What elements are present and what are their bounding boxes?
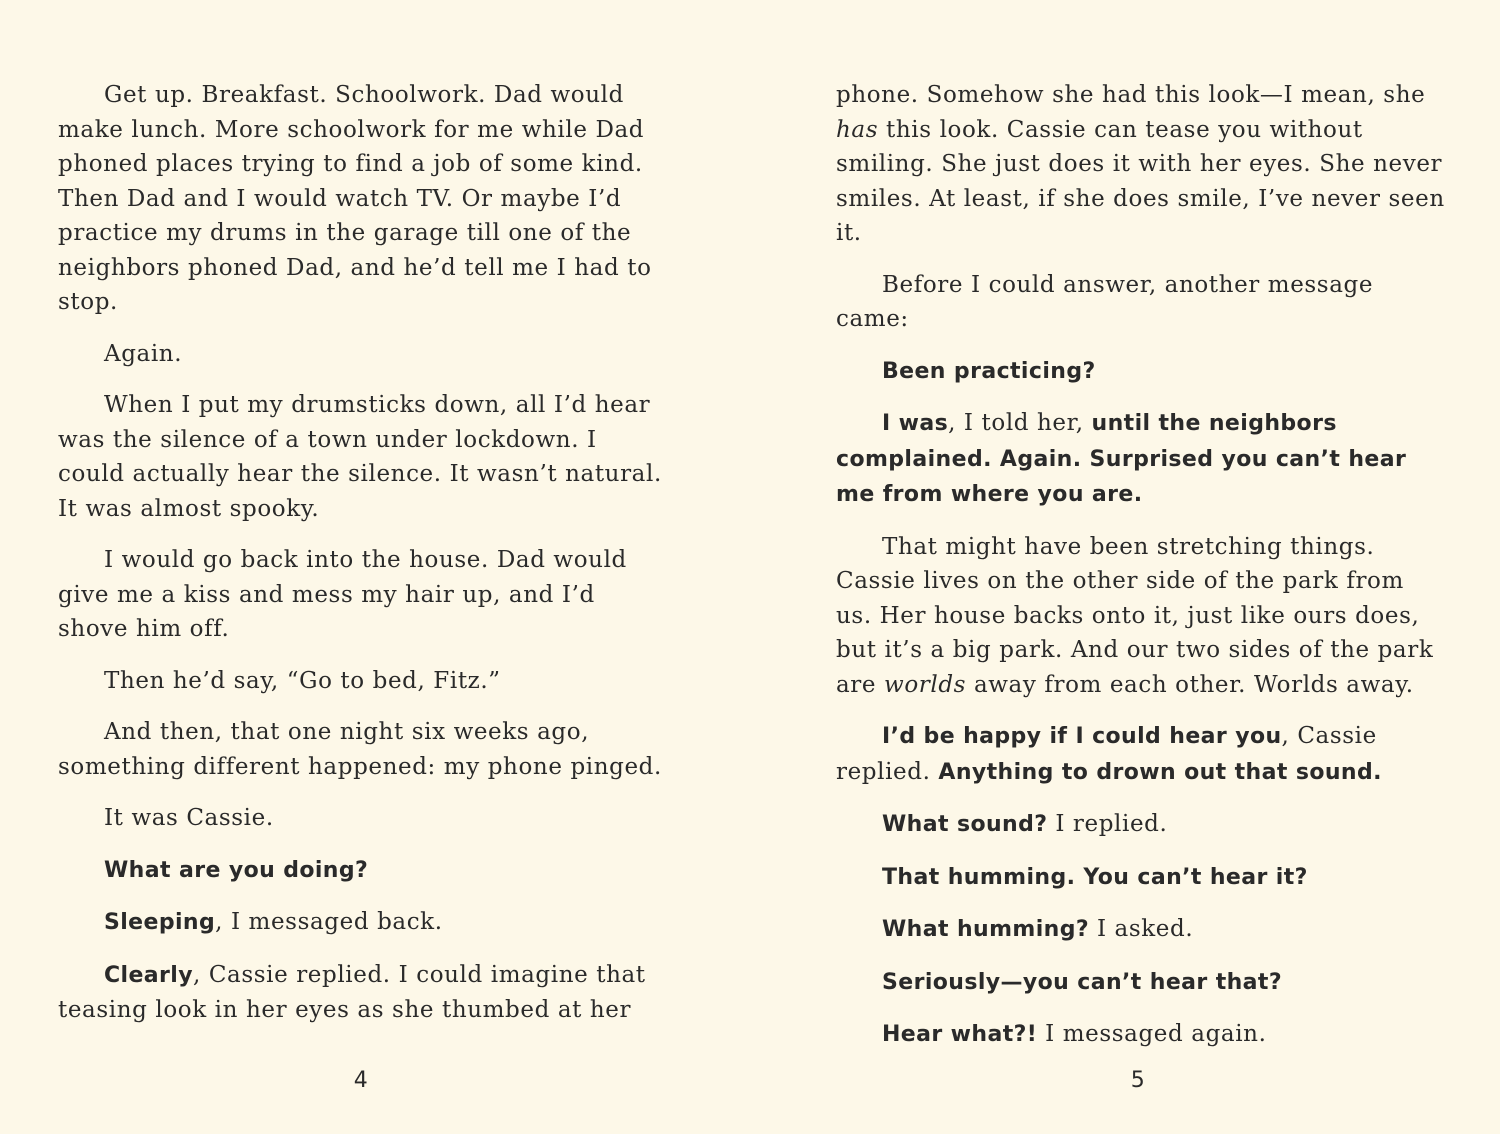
body-text: When I put my drumsticks down, all I’d hear was the silence of a town under lockdown. I could actually hear the silence. It wasn’t natural. It was almost spooky. <box>58 392 662 522</box>
body-text: away from each other. Worlds away. <box>966 671 1414 698</box>
message-text: Hear what?! <box>882 1022 1038 1047</box>
body-text: That might have been stretching things. Cassie lives on the other side of the park from us. Her house backs onto it, just like ours does, but it’s a big park. And our two sides of the park are <box>836 533 1434 698</box>
paragraph <box>836 406 1446 513</box>
body-text: I messaged again. <box>1037 1021 1267 1047</box>
paragraph <box>58 337 668 372</box>
paragraph <box>58 78 668 320</box>
message-text: Clearly <box>104 962 193 988</box>
message-text: Seriously—you can’t hear that? <box>882 969 1283 995</box>
paragraph <box>836 268 1446 337</box>
paragraph <box>836 78 1446 251</box>
message-text: Anything to drown out that sound. <box>938 759 1382 785</box>
left-page <box>58 78 668 1045</box>
body-text: It was Cassie. <box>104 805 274 831</box>
message-text: What humming? <box>882 917 1090 942</box>
page-number-left: 4 <box>353 1068 369 1093</box>
right-page <box>836 78 1446 1070</box>
paragraph <box>836 965 1446 1001</box>
message-text: I’d be happy if I could hear you <box>882 724 1282 749</box>
paragraph <box>836 530 1446 703</box>
message-text: That humming. You can’t hear it? <box>882 864 1308 890</box>
right-page-text <box>836 78 1446 1053</box>
message-text: What are you doing? <box>104 857 369 883</box>
message-text: What sound? <box>882 812 1048 837</box>
left-page-text <box>58 78 668 1028</box>
body-text: And then, that one night six weeks ago, something different happened: my phone pinged. <box>58 719 662 780</box>
paragraph <box>836 354 1446 390</box>
body-text: this look. Cassie can tease you without smiling. She just does it with her eyes. She never smiles. At least, if she does smile, I’ve never seen it. <box>836 116 1445 246</box>
paragraph <box>58 801 668 836</box>
body-text: phone. Somehow she had this look—I mean, she <box>836 82 1426 108</box>
body-text: , Cassie replied. <box>836 723 1377 785</box>
body-text: , I told her, <box>948 410 1092 436</box>
body-text: , I messaged back. <box>215 909 443 935</box>
paragraph <box>58 958 668 1028</box>
body-text: I would go back into the house. Dad would give me a kiss and mess my hair up, and I’d shove him off. <box>58 547 627 642</box>
paragraph <box>836 807 1446 843</box>
paragraph <box>58 388 668 526</box>
body-text: , Cassie replied. I could imagine that teasing look in her eyes as she thumbed at her <box>58 961 646 1023</box>
paragraph <box>836 912 1446 948</box>
paragraph <box>58 905 668 941</box>
message-text: Been practicing? <box>882 358 1096 384</box>
paragraph <box>58 543 668 647</box>
message-text: until the neighbors complained. Again. Surprised you can’t hear me from where you are. <box>836 411 1407 507</box>
body-text: Before I could answer, another message came: <box>836 271 1374 332</box>
body-text: Again. <box>104 340 183 367</box>
paragraph <box>836 719 1446 790</box>
paragraph <box>836 1017 1446 1053</box>
paragraph <box>58 664 668 699</box>
paragraph <box>836 860 1446 896</box>
paragraph <box>58 853 668 889</box>
message-text: I was <box>882 411 949 436</box>
body-text: Then he’d say, “Go to bed, Fitz.” <box>104 667 501 694</box>
emphasis-text: worlds <box>884 671 967 698</box>
message-text: Sleeping <box>104 910 216 935</box>
paragraph <box>58 715 668 784</box>
body-text: I asked. <box>1089 916 1194 942</box>
emphasis-text: has <box>836 116 879 143</box>
page-number-right: 5 <box>1130 1068 1146 1093</box>
body-text: Get up. Breakfast. Schoolwork. Dad would make lunch. More schoolwork for me while Dad phoned places trying to find a job of some kind. Then Dad and I would watch TV. Or maybe I’d practice my drums in the garage till one of the neighbors phoned Dad, and he’d tell me I had to stop. <box>58 82 652 315</box>
body-text: I replied. <box>1047 811 1168 837</box>
